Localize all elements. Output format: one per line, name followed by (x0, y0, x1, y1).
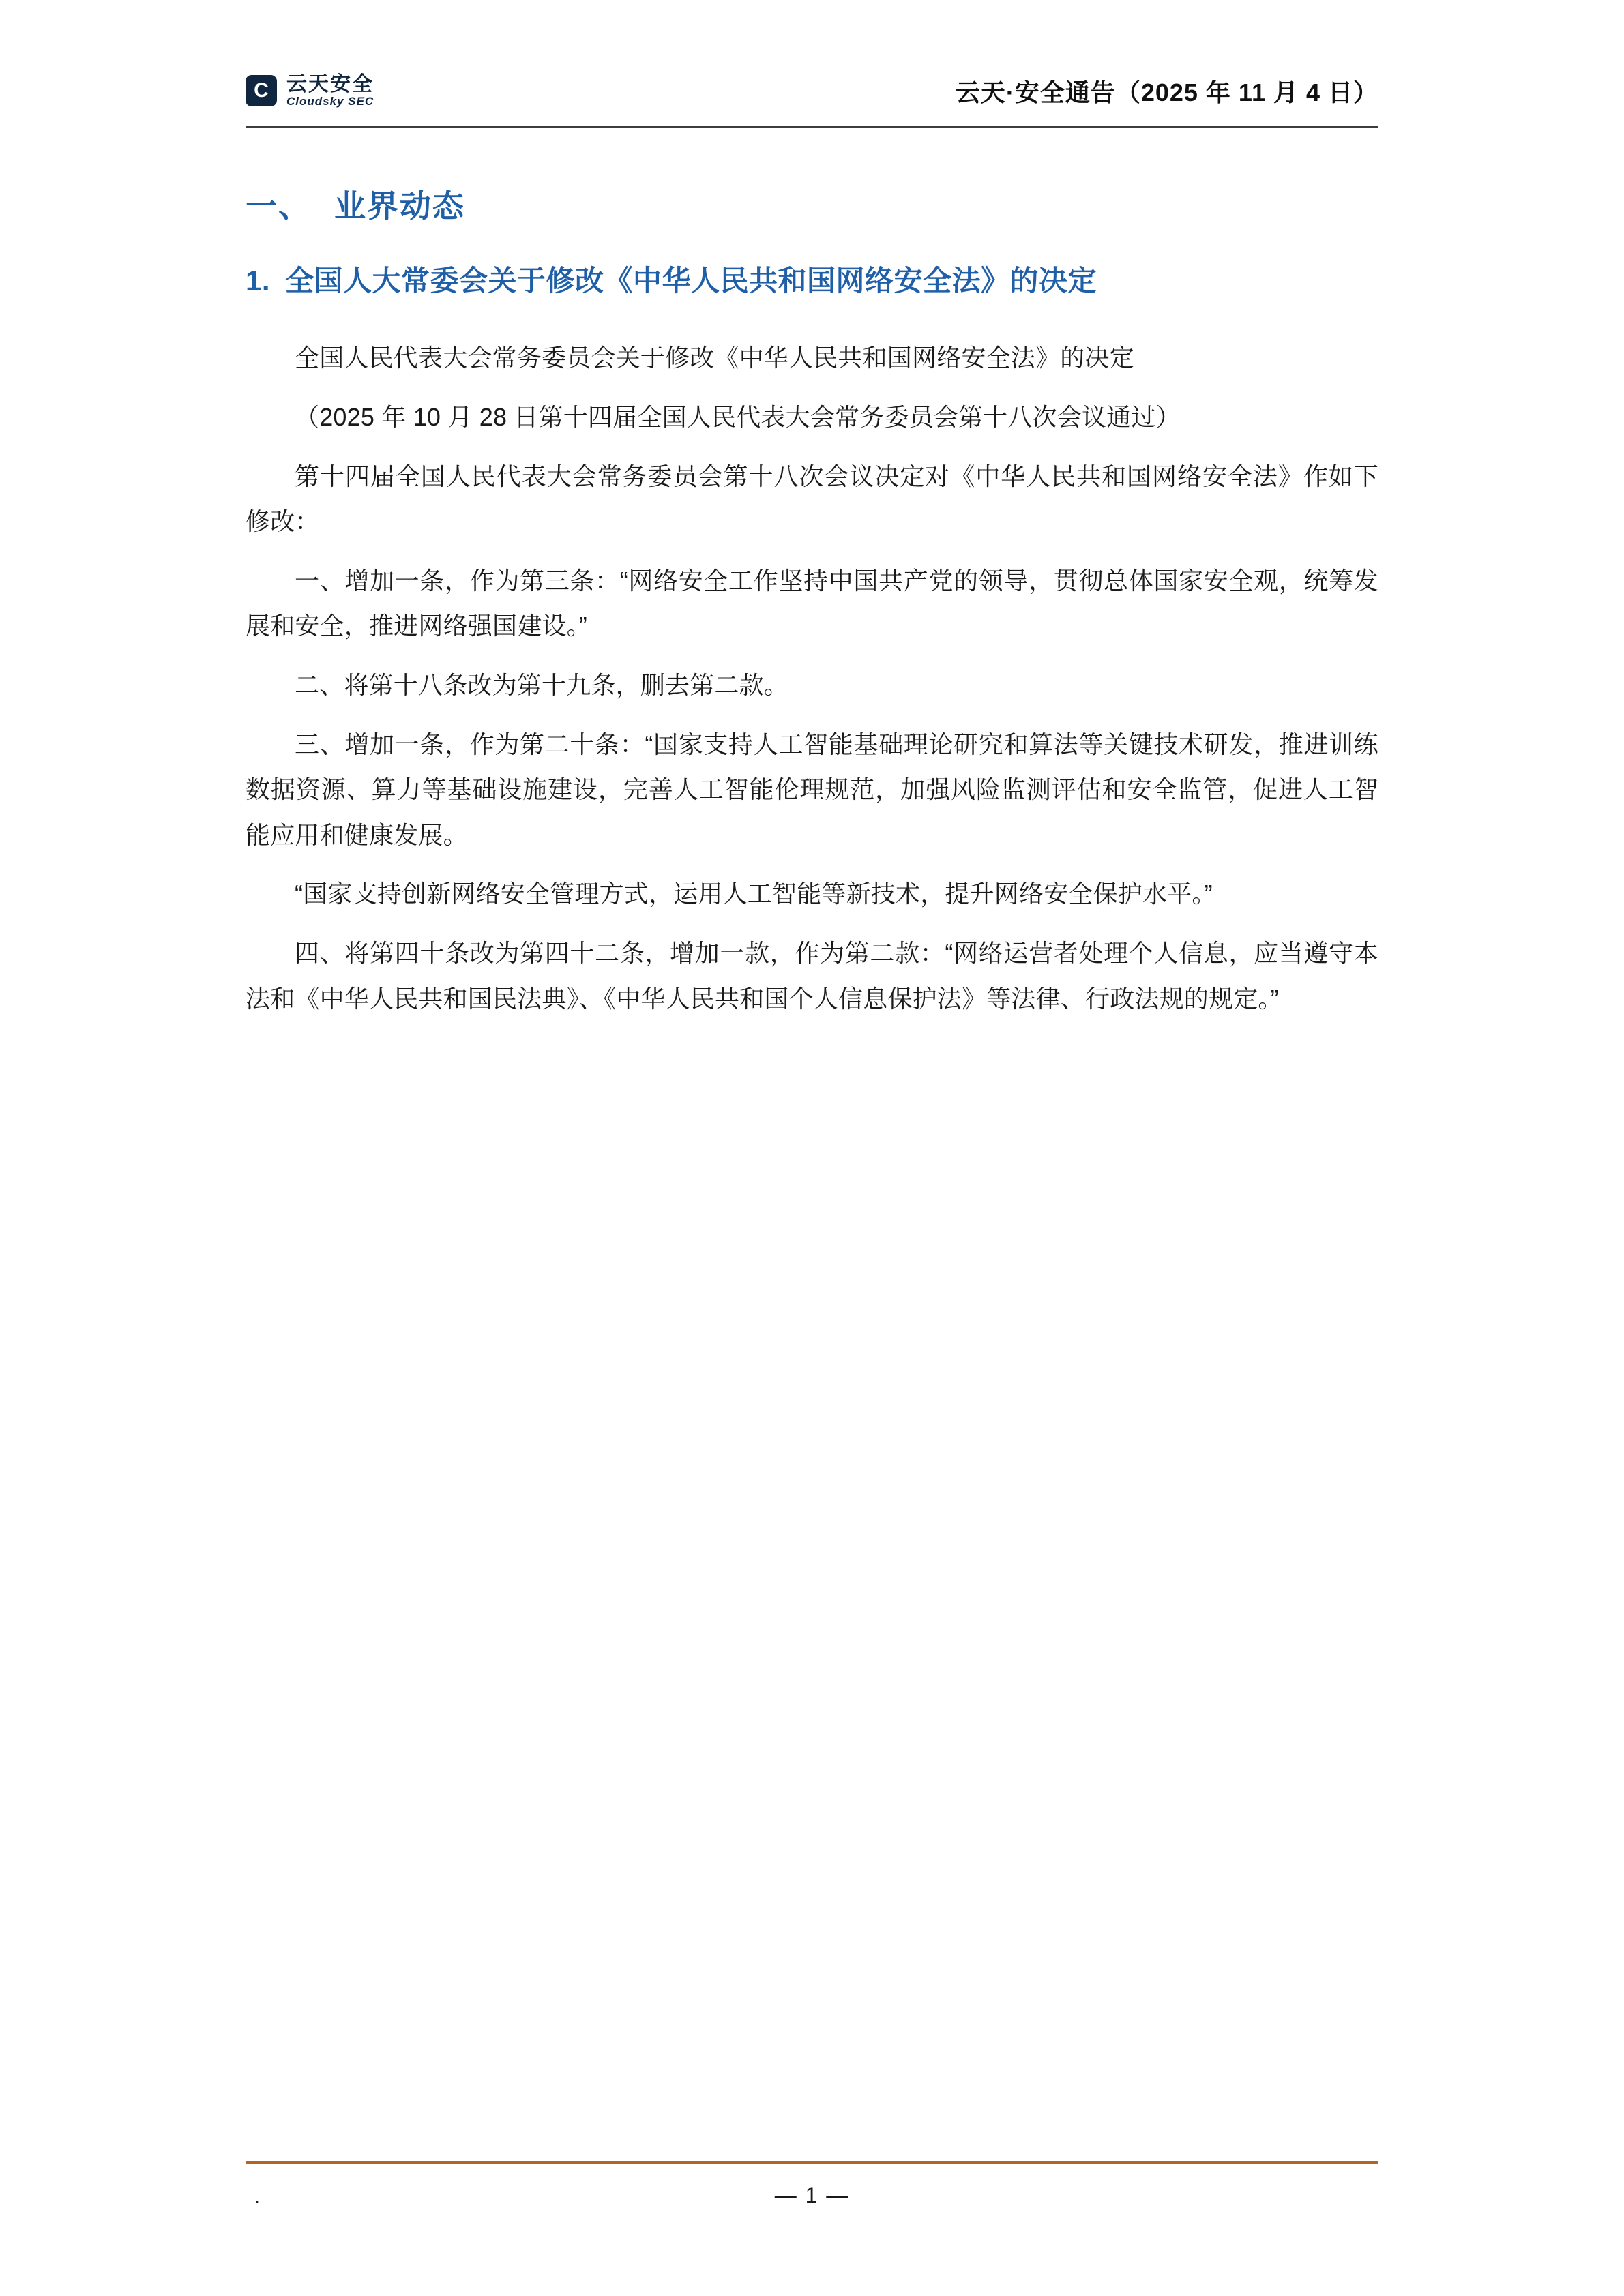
section-label: 业界动态 (334, 188, 465, 224)
page-header (246, 0, 1378, 128)
brand-logo (246, 74, 374, 111)
section-heading (246, 181, 1378, 226)
article-number: 1. (246, 265, 271, 297)
logo-wordmark (286, 74, 374, 107)
paragraph: 二、将第十八条改为第十九条，删去第二款。 (295, 670, 789, 699)
paragraph: 三、增加一条，作为第二十条：“国家支持人工智能基础理论研究和算法等关键技术研发，推进训练数据资源、算力等基础设施建设，完善人工智能伦理规范，加强风险监测评估和安全监管，促进人工智能应用和健康发展。 (246, 730, 1378, 849)
footer-mark: . (254, 2183, 261, 2209)
paragraph: 四、将第四十条改为第四十二条，增加一款，作为第二款：“网络运营者处理个人信息，应当遵守本法和《中华人民共和国民法典》、《中华人民共和国个人信息保护法》等法律、行政法规的规定。” (246, 938, 1378, 1013)
page-number: — 1 — (774, 2182, 850, 2207)
header-title: 云天·安全通告（2025 年 11 月 4 日） (955, 78, 1378, 107)
paragraph: （2025 年 10 月 28 日第十四届全国人民代表大会常务委员会第十八次会议通过） (295, 402, 1181, 431)
paragraph: 第十四届全国人民代表大会常务委员会第十八次会议决定对《中华人民共和国网络安全法》作如下修改： (246, 462, 1378, 536)
article-heading (246, 258, 1378, 304)
article-label: 全国人大常委会关于修改《中华人民共和国网络安全法》的决定 (285, 265, 1097, 297)
footer-row (246, 2181, 1378, 2209)
page-footer (246, 2161, 1378, 2209)
logo-mark-icon: C (246, 75, 277, 106)
paragraph: 全国人民代表大会常务委员会关于修改《中华人民共和国网络安全法》的决定 (295, 344, 1134, 372)
section-number: 一、 (246, 188, 311, 224)
paragraph: 一、增加一条，作为第三条：“网络安全工作坚持中国共产党的领导，贯彻总体国家安全观，统筹发展和安全，推进网络强国建设。” (246, 566, 1378, 640)
logo-name-cn: 云天安全 (286, 73, 374, 95)
paragraph: “国家支持创新网络安全管理方式，运用人工智能等新技术，提升网络安全保护水平。” (295, 880, 1213, 908)
footer-divider (246, 2161, 1378, 2164)
document-body (232, 128, 1392, 1022)
logo-name-en: Cloudsky SEC (286, 94, 374, 108)
